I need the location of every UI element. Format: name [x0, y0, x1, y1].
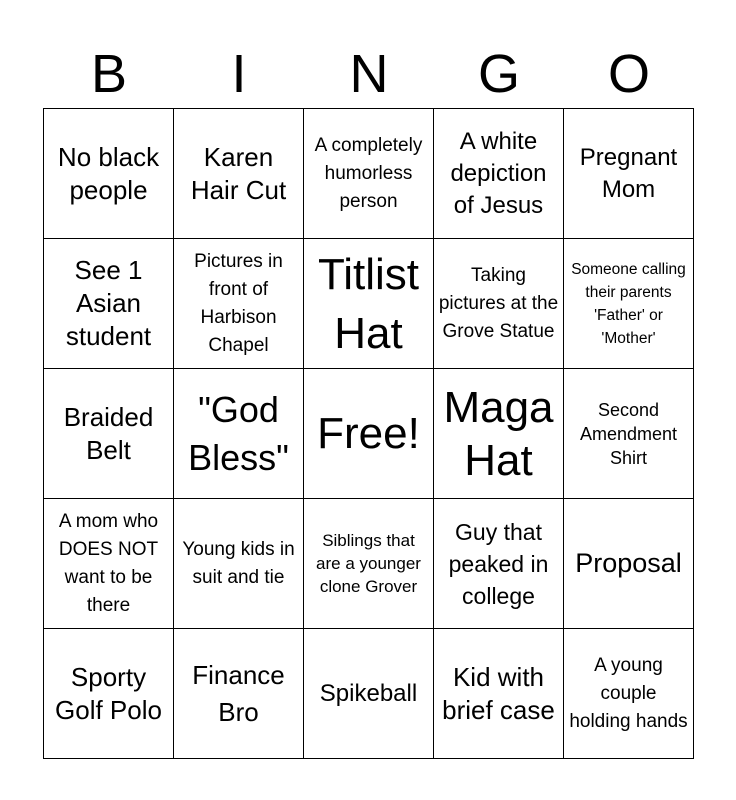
bingo-cell[interactable] — [434, 499, 564, 629]
board-row — [44, 239, 694, 369]
bingo-header — [44, 44, 694, 104]
cell-text: A mom who DOES NOT want to be there — [58, 510, 159, 616]
bingo-cell[interactable] — [174, 629, 304, 759]
cell-text: No black people — [57, 141, 160, 205]
board-row — [44, 109, 694, 239]
header-letter-g: G — [477, 44, 520, 104]
bingo-cell[interactable] — [304, 239, 434, 369]
bingo-cell[interactable] — [174, 499, 304, 629]
cell-text: Maga Hat — [443, 382, 554, 485]
bingo-board — [43, 108, 694, 759]
cell-text: Titlist Hat — [317, 249, 420, 358]
cell-text: A white depiction of Jesus — [450, 127, 547, 219]
cell-text: Sporty Golf Polo — [55, 661, 162, 725]
header-letter-n: N — [349, 44, 389, 104]
bingo-cell[interactable] — [44, 629, 174, 759]
bingo-cell-free[interactable] — [304, 369, 434, 499]
board-row — [44, 629, 694, 759]
bingo-cell[interactable] — [174, 109, 304, 239]
bingo-cell[interactable] — [434, 369, 564, 499]
bingo-cell[interactable] — [304, 109, 434, 239]
cell-text: Siblings that are a younger clone Grover — [316, 531, 421, 596]
header-letter-b: B — [90, 44, 128, 104]
board-row — [44, 369, 694, 499]
cell-text: Taking pictures at the Grove Statue — [438, 264, 559, 342]
bingo-cell[interactable] — [44, 109, 174, 239]
bingo-cell[interactable] — [564, 109, 694, 239]
cell-text: A completely humorless person — [314, 134, 423, 212]
cell-text: A young couple holding hands — [569, 654, 688, 732]
cell-text: "God Bless" — [188, 388, 289, 478]
cell-text: Free! — [317, 409, 420, 458]
cell-text: Spikeball — [319, 679, 418, 707]
cell-text: Guy that peaked in college — [448, 518, 549, 609]
cell-text: Braided Belt — [63, 401, 154, 465]
bingo-cell[interactable] — [564, 499, 694, 629]
cell-text: See 1 Asian student — [65, 255, 152, 351]
bingo-cell[interactable] — [44, 369, 174, 499]
bingo-cell[interactable] — [564, 239, 694, 369]
bingo-cell[interactable] — [564, 369, 694, 499]
cell-text: Karen Hair Cut — [190, 141, 287, 205]
bingo-cell[interactable] — [304, 629, 434, 759]
cell-text: Someone calling their parents 'Father' or 'Mother' — [571, 260, 686, 347]
bingo-cell[interactable] — [174, 239, 304, 369]
cell-text: Second Amendment Shirt — [579, 399, 678, 468]
cell-text: Finance Bro — [192, 659, 285, 727]
bingo-cell[interactable] — [434, 239, 564, 369]
bingo-cell[interactable] — [304, 499, 434, 629]
bingo-cell[interactable] — [44, 499, 174, 629]
cell-text: Pregnant Mom — [579, 143, 678, 203]
bingo-cell[interactable] — [434, 629, 564, 759]
board-row — [44, 499, 694, 629]
header-letter-i: I — [231, 44, 247, 104]
cell-text: Kid with brief case — [442, 661, 555, 725]
cell-text: Pictures in front of Harbison Chapel — [194, 250, 283, 356]
cell-text: Proposal — [575, 548, 682, 578]
bingo-cell[interactable] — [434, 109, 564, 239]
bingo-cell[interactable] — [564, 629, 694, 759]
bingo-cell[interactable] — [44, 239, 174, 369]
cell-text: Young kids in suit and tie — [182, 538, 295, 588]
bingo-cell[interactable] — [174, 369, 304, 499]
header-letter-o: O — [607, 44, 650, 104]
